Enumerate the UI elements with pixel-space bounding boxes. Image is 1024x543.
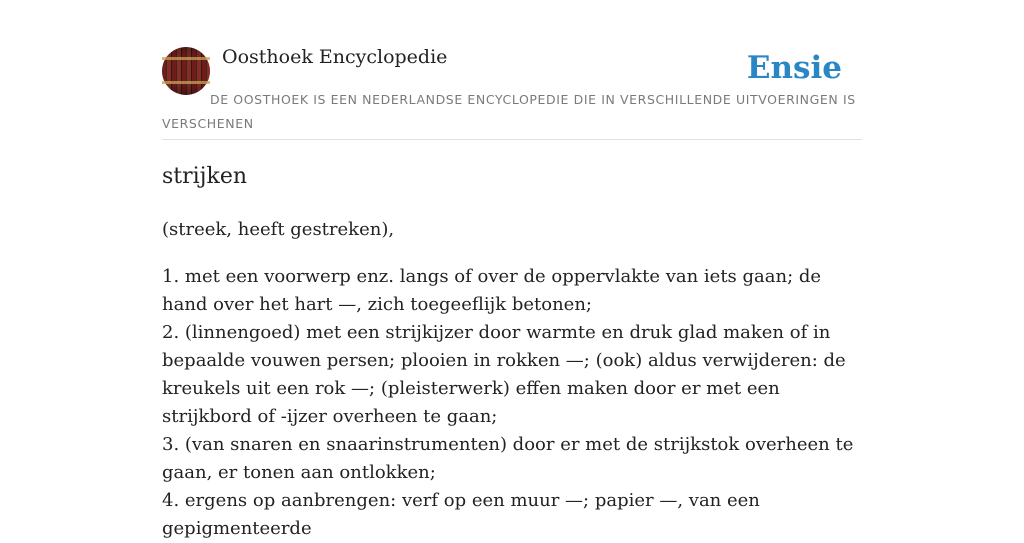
definition-item: 4. ergens op aanbrengen: verf op een muur —; papier —, van een gepigmenteerde [162, 490, 760, 539]
page-content [162, 0, 862, 539]
entry-headword: strijken [162, 164, 248, 189]
definition-item: 1. met een voorwerp enz. langs of over de oppervlakte van iets gaan; de hand over het hart —, zich toegeeflijk betonen; [162, 266, 822, 315]
definition-item: 3. (van snaren en snaarinstrumenten) door er met de strijkstok overheen te gaan, er tonen aan ontlokken; [162, 434, 854, 483]
site-title[interactable]: Oosthoek Encyclopedie [222, 46, 448, 68]
site-tagline: DE OOSTHOEK IS EEN NEDERLANDSE ENCYCLOPEDIE DIE IN VERSCHILLENDE UITVOERINGEN IS VERSCHENEN [162, 92, 856, 131]
entry-grammar: (streek, heeft gestreken), [162, 219, 395, 240]
entry-definitions [162, 263, 862, 543]
ensie-logo[interactable]: Ensie [746, 50, 842, 86]
definition-item: 2. (linnengoed) met een strijkijzer door warmte en druk glad maken of in bepaalde vouwen persen; plooien in rokken —; (ook) aldus verwijderen: de kreukels uit een rok —; (pleisterwerk) effen maken door er met een strijkbord of -ijzer overheen te gaan; [162, 322, 846, 427]
site-header [162, 0, 862, 140]
